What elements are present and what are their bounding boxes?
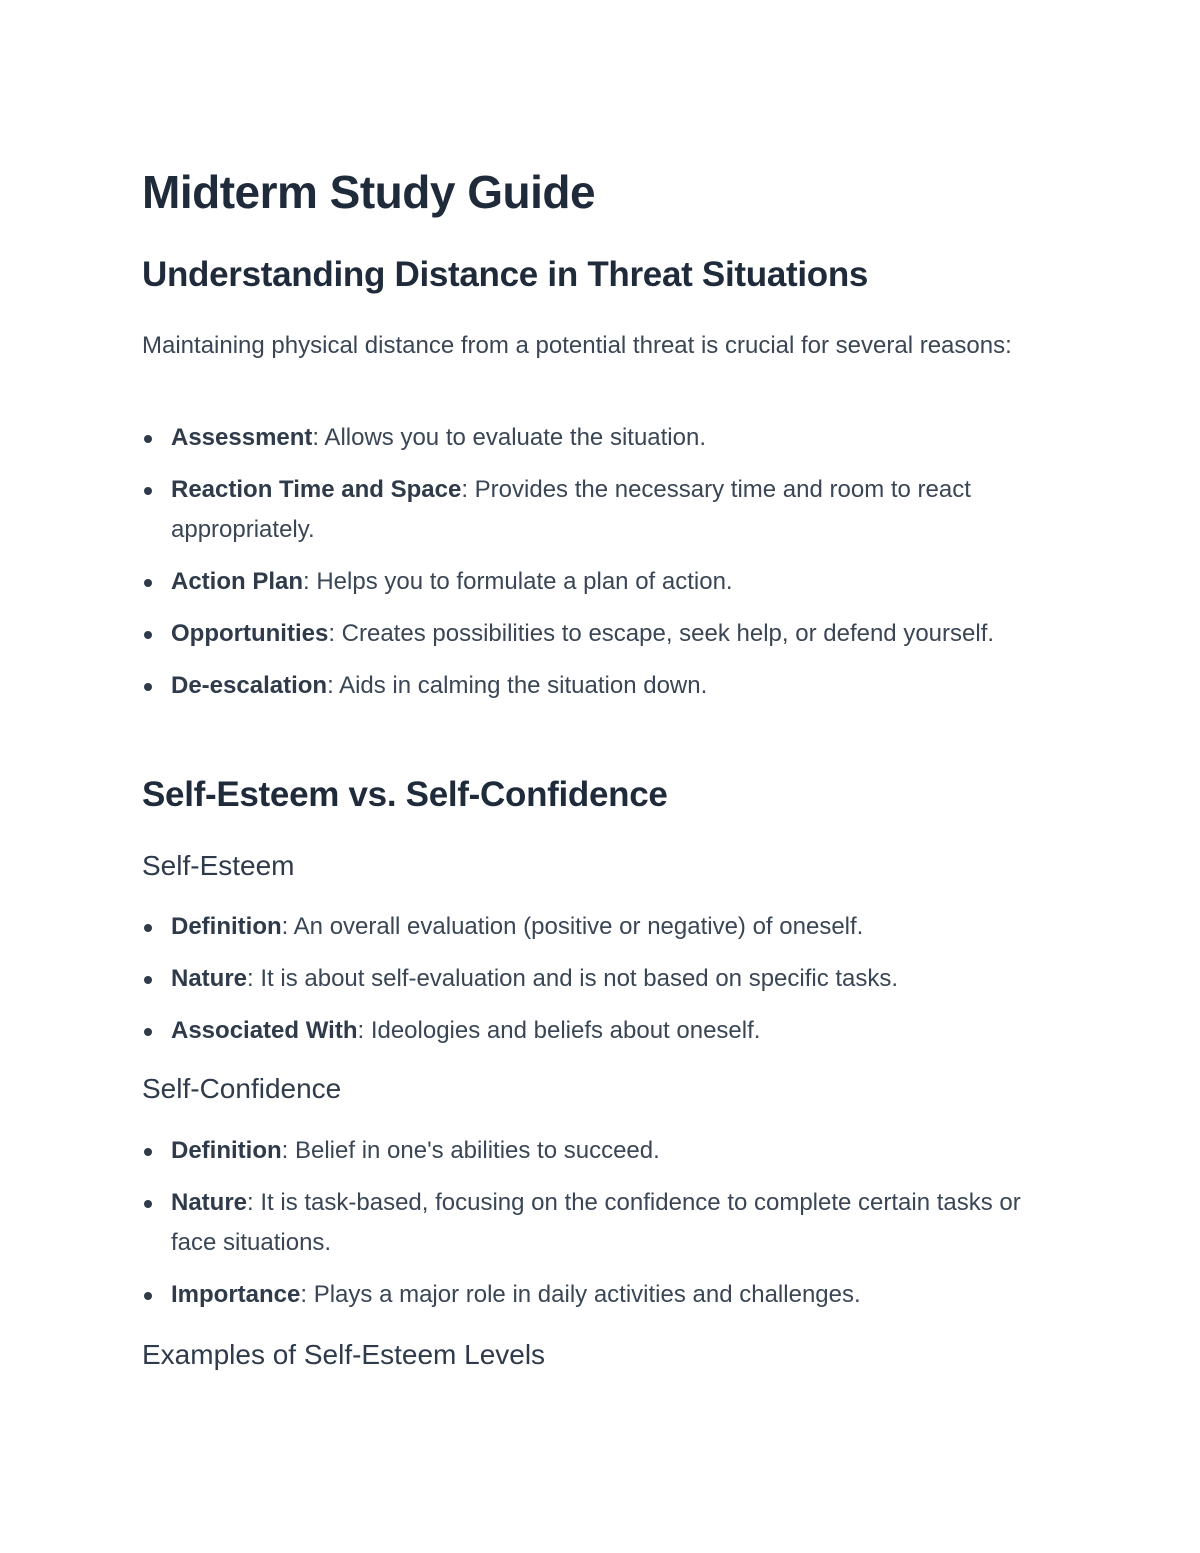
list-item <box>142 562 1022 602</box>
bullet-icon <box>144 1200 152 1208</box>
list-item-term: Assessment <box>171 424 313 451</box>
list-item <box>142 470 1022 550</box>
list-item-term: Opportunities <box>171 620 329 647</box>
list-item-term: Action Plan <box>171 568 304 595</box>
list-item-text: : Plays a major role in daily activities and challenges. <box>300 1281 861 1308</box>
section-heading-distance: Understanding Distance in Threat Situations <box>142 255 869 294</box>
list-item-term: Reaction Time and Space <box>171 476 462 503</box>
bullet-icon <box>144 631 152 639</box>
self-esteem-list <box>142 907 1022 1051</box>
list-item <box>142 666 1022 706</box>
list-item-text: : An overall evaluation (positive or negative) of oneself. <box>281 913 864 940</box>
subsection-heading-self-esteem: Self-Esteem <box>142 850 295 881</box>
list-item <box>142 1275 1022 1315</box>
list-item <box>142 907 1022 947</box>
bullet-icon <box>144 1148 152 1156</box>
list-item-text: : Provides the necessary time and room to react appropriately. <box>171 476 971 543</box>
distance-reasons-list <box>142 418 1022 706</box>
list-item-text: : Aids in calming the situation down. <box>327 672 708 699</box>
list-item-text: : It is task-based, focusing on the confidence to complete certain tasks or face situations. <box>171 1189 1021 1256</box>
section-intro-distance: Maintaining physical distance from a potential threat is crucial for several reasons: <box>142 332 1012 359</box>
list-item-term: De-escalation <box>171 672 328 699</box>
bullet-icon <box>144 487 152 495</box>
self-confidence-list <box>142 1131 1022 1315</box>
subsection-heading-self-confidence: Self-Confidence <box>142 1073 342 1104</box>
list-item-term: Associated With <box>171 1017 358 1044</box>
list-item <box>142 1183 1022 1263</box>
section-heading-self-esteem-vs-confidence: Self-Esteem vs. Self-Confidence <box>142 775 668 814</box>
list-item-text: : Belief in one's abilities to succeed. <box>281 1137 660 1164</box>
list-item-text: : Ideologies and beliefs about oneself. <box>357 1017 761 1044</box>
list-item-term: Importance <box>171 1281 301 1308</box>
list-item-text: : Creates possibilities to escape, seek help, or defend yourself. <box>328 620 995 647</box>
subsection-heading-self-esteem-examples: Examples of Self-Esteem Levels <box>142 1339 546 1370</box>
list-item-term: Definition <box>171 913 282 940</box>
bullet-icon <box>144 1028 152 1036</box>
list-item-text: : Allows you to evaluate the situation. <box>312 424 706 451</box>
bullet-icon <box>144 579 152 587</box>
list-item-term: Nature <box>171 965 248 992</box>
page-title: Midterm Study Guide <box>142 166 596 218</box>
list-item <box>142 1131 1022 1171</box>
list-item <box>142 959 1022 999</box>
list-item-term: Definition <box>171 1137 282 1164</box>
bullet-icon <box>144 683 152 691</box>
bullet-icon <box>144 1292 152 1300</box>
list-item <box>142 418 1022 458</box>
bullet-icon <box>144 924 152 932</box>
bullet-icon <box>144 435 152 443</box>
bullet-icon <box>144 976 152 984</box>
list-item <box>142 614 1022 654</box>
list-item <box>142 1011 1022 1051</box>
list-item-term: Nature <box>171 1189 248 1216</box>
list-item-text: : Helps you to formulate a plan of action. <box>303 568 733 595</box>
list-item-text: : It is about self-evaluation and is not based on specific tasks. <box>247 965 899 992</box>
